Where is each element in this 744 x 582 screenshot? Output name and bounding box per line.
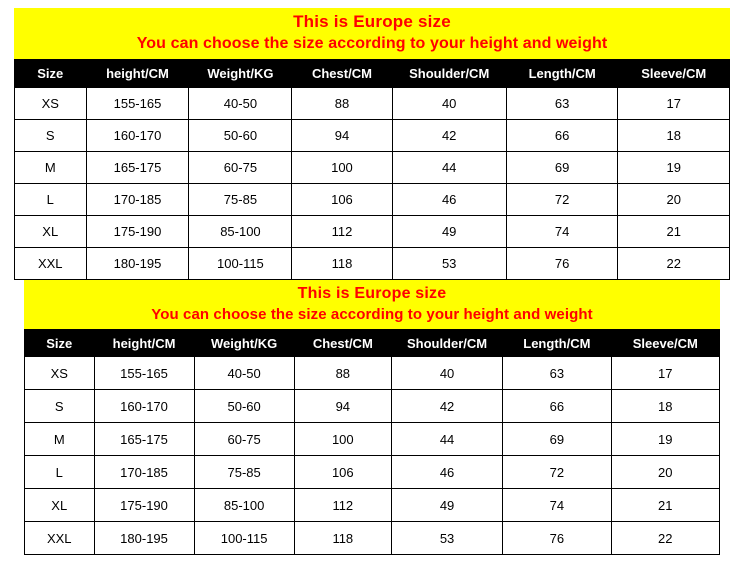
banner-title-bottom: This is Europe size: [297, 285, 447, 302]
table-header-row: [15, 60, 730, 88]
column-header-sleeve: Sleeve/CM: [618, 60, 730, 88]
cell-size: M: [25, 423, 95, 456]
cell-weight: 60-75: [194, 423, 294, 456]
europe-size-banner-top: [14, 8, 730, 59]
cell-shoulder: 44: [392, 152, 506, 184]
cell-length: 74: [503, 489, 611, 522]
banner-subtitle-top: You can choose the size according to your height and weight: [136, 35, 608, 52]
cell-weight: 100-115: [189, 248, 292, 280]
cell-shoulder: 42: [391, 390, 502, 423]
cell-chest: 88: [294, 357, 391, 390]
size-table-bottom: [24, 329, 720, 555]
column-header-shoulder: Shoulder/CM: [391, 330, 502, 357]
table-row: [15, 120, 730, 152]
cell-length: 76: [503, 522, 611, 555]
cell-length: 74: [506, 216, 618, 248]
cell-sleeve: 18: [618, 120, 730, 152]
table-row: [25, 357, 720, 390]
cell-weight: 50-60: [194, 390, 294, 423]
cell-sleeve: 19: [618, 152, 730, 184]
column-header-length: Length/CM: [503, 330, 611, 357]
cell-size: XS: [25, 357, 95, 390]
cell-height: 160-170: [86, 120, 189, 152]
cell-shoulder: 42: [392, 120, 506, 152]
cell-sleeve: 18: [611, 390, 719, 423]
size-chart-block-bottom: [24, 280, 720, 555]
cell-sleeve: 19: [611, 423, 719, 456]
cell-length: 72: [506, 184, 618, 216]
cell-sleeve: 17: [618, 88, 730, 120]
cell-weight: 100-115: [194, 522, 294, 555]
table-header-row: [25, 330, 720, 357]
size-table-top: [14, 59, 730, 280]
column-header-chest: Chest/CM: [294, 330, 391, 357]
cell-height: 180-195: [94, 522, 194, 555]
table-row: [25, 423, 720, 456]
cell-size: XXL: [25, 522, 95, 555]
table-row: [15, 248, 730, 280]
table-row: [15, 152, 730, 184]
size-chart-block-top: [14, 8, 730, 280]
banner-subtitle-bottom: You can choose the size according to your height and weight: [151, 306, 593, 323]
cell-chest: 88: [292, 88, 392, 120]
cell-chest: 118: [294, 522, 391, 555]
cell-size: XS: [15, 88, 87, 120]
cell-height: 170-185: [86, 184, 189, 216]
cell-chest: 106: [292, 184, 392, 216]
cell-length: 66: [506, 120, 618, 152]
cell-chest: 112: [294, 489, 391, 522]
cell-size: S: [25, 390, 95, 423]
cell-chest: 100: [294, 423, 391, 456]
cell-length: 63: [506, 88, 618, 120]
cell-size: XXL: [15, 248, 87, 280]
cell-shoulder: 46: [391, 456, 502, 489]
cell-weight: 50-60: [189, 120, 292, 152]
cell-length: 63: [503, 357, 611, 390]
cell-length: 66: [503, 390, 611, 423]
table-row: [25, 456, 720, 489]
cell-weight: 75-85: [194, 456, 294, 489]
cell-shoulder: 53: [392, 248, 506, 280]
cell-chest: 118: [292, 248, 392, 280]
cell-size: M: [15, 152, 87, 184]
cell-shoulder: 46: [392, 184, 506, 216]
table-row: [25, 489, 720, 522]
column-header-height: height/CM: [86, 60, 189, 88]
cell-sleeve: 20: [618, 184, 730, 216]
cell-chest: 100: [292, 152, 392, 184]
column-header-size: Size: [15, 60, 87, 88]
cell-height: 175-190: [94, 489, 194, 522]
cell-sleeve: 17: [611, 357, 719, 390]
cell-length: 72: [503, 456, 611, 489]
cell-size: XL: [15, 216, 87, 248]
cell-sleeve: 21: [611, 489, 719, 522]
cell-shoulder: 49: [392, 216, 506, 248]
column-header-sleeve: Sleeve/CM: [611, 330, 719, 357]
column-header-size: Size: [25, 330, 95, 357]
column-header-shoulder: Shoulder/CM: [392, 60, 506, 88]
cell-chest: 94: [292, 120, 392, 152]
cell-height: 175-190: [86, 216, 189, 248]
cell-size: L: [15, 184, 87, 216]
table-row: [15, 88, 730, 120]
cell-size: XL: [25, 489, 95, 522]
cell-height: 165-175: [94, 423, 194, 456]
cell-weight: 40-50: [189, 88, 292, 120]
cell-weight: 85-100: [189, 216, 292, 248]
banner-title-top: This is Europe size: [293, 12, 451, 31]
cell-sleeve: 20: [611, 456, 719, 489]
cell-height: 155-165: [86, 88, 189, 120]
column-header-chest: Chest/CM: [292, 60, 392, 88]
cell-size: S: [15, 120, 87, 152]
cell-sleeve: 21: [618, 216, 730, 248]
cell-length: 69: [503, 423, 611, 456]
cell-chest: 106: [294, 456, 391, 489]
cell-weight: 60-75: [189, 152, 292, 184]
table-row: [15, 184, 730, 216]
cell-shoulder: 53: [391, 522, 502, 555]
cell-length: 69: [506, 152, 618, 184]
cell-weight: 85-100: [194, 489, 294, 522]
cell-height: 160-170: [94, 390, 194, 423]
cell-height: 170-185: [94, 456, 194, 489]
column-header-height: height/CM: [94, 330, 194, 357]
cell-height: 180-195: [86, 248, 189, 280]
cell-weight: 75-85: [189, 184, 292, 216]
table-row: [25, 522, 720, 555]
cell-shoulder: 49: [391, 489, 502, 522]
column-header-weight: Weight/KG: [194, 330, 294, 357]
cell-weight: 40-50: [194, 357, 294, 390]
table-row: [25, 390, 720, 423]
cell-chest: 112: [292, 216, 392, 248]
cell-sleeve: 22: [618, 248, 730, 280]
cell-size: L: [25, 456, 95, 489]
cell-height: 165-175: [86, 152, 189, 184]
cell-chest: 94: [294, 390, 391, 423]
cell-shoulder: 40: [391, 357, 502, 390]
cell-shoulder: 44: [391, 423, 502, 456]
cell-height: 155-165: [94, 357, 194, 390]
column-header-length: Length/CM: [506, 60, 618, 88]
column-header-weight: Weight/KG: [189, 60, 292, 88]
cell-shoulder: 40: [392, 88, 506, 120]
cell-sleeve: 22: [611, 522, 719, 555]
table-row: [15, 216, 730, 248]
cell-length: 76: [506, 248, 618, 280]
europe-size-banner-bottom: [24, 280, 720, 329]
